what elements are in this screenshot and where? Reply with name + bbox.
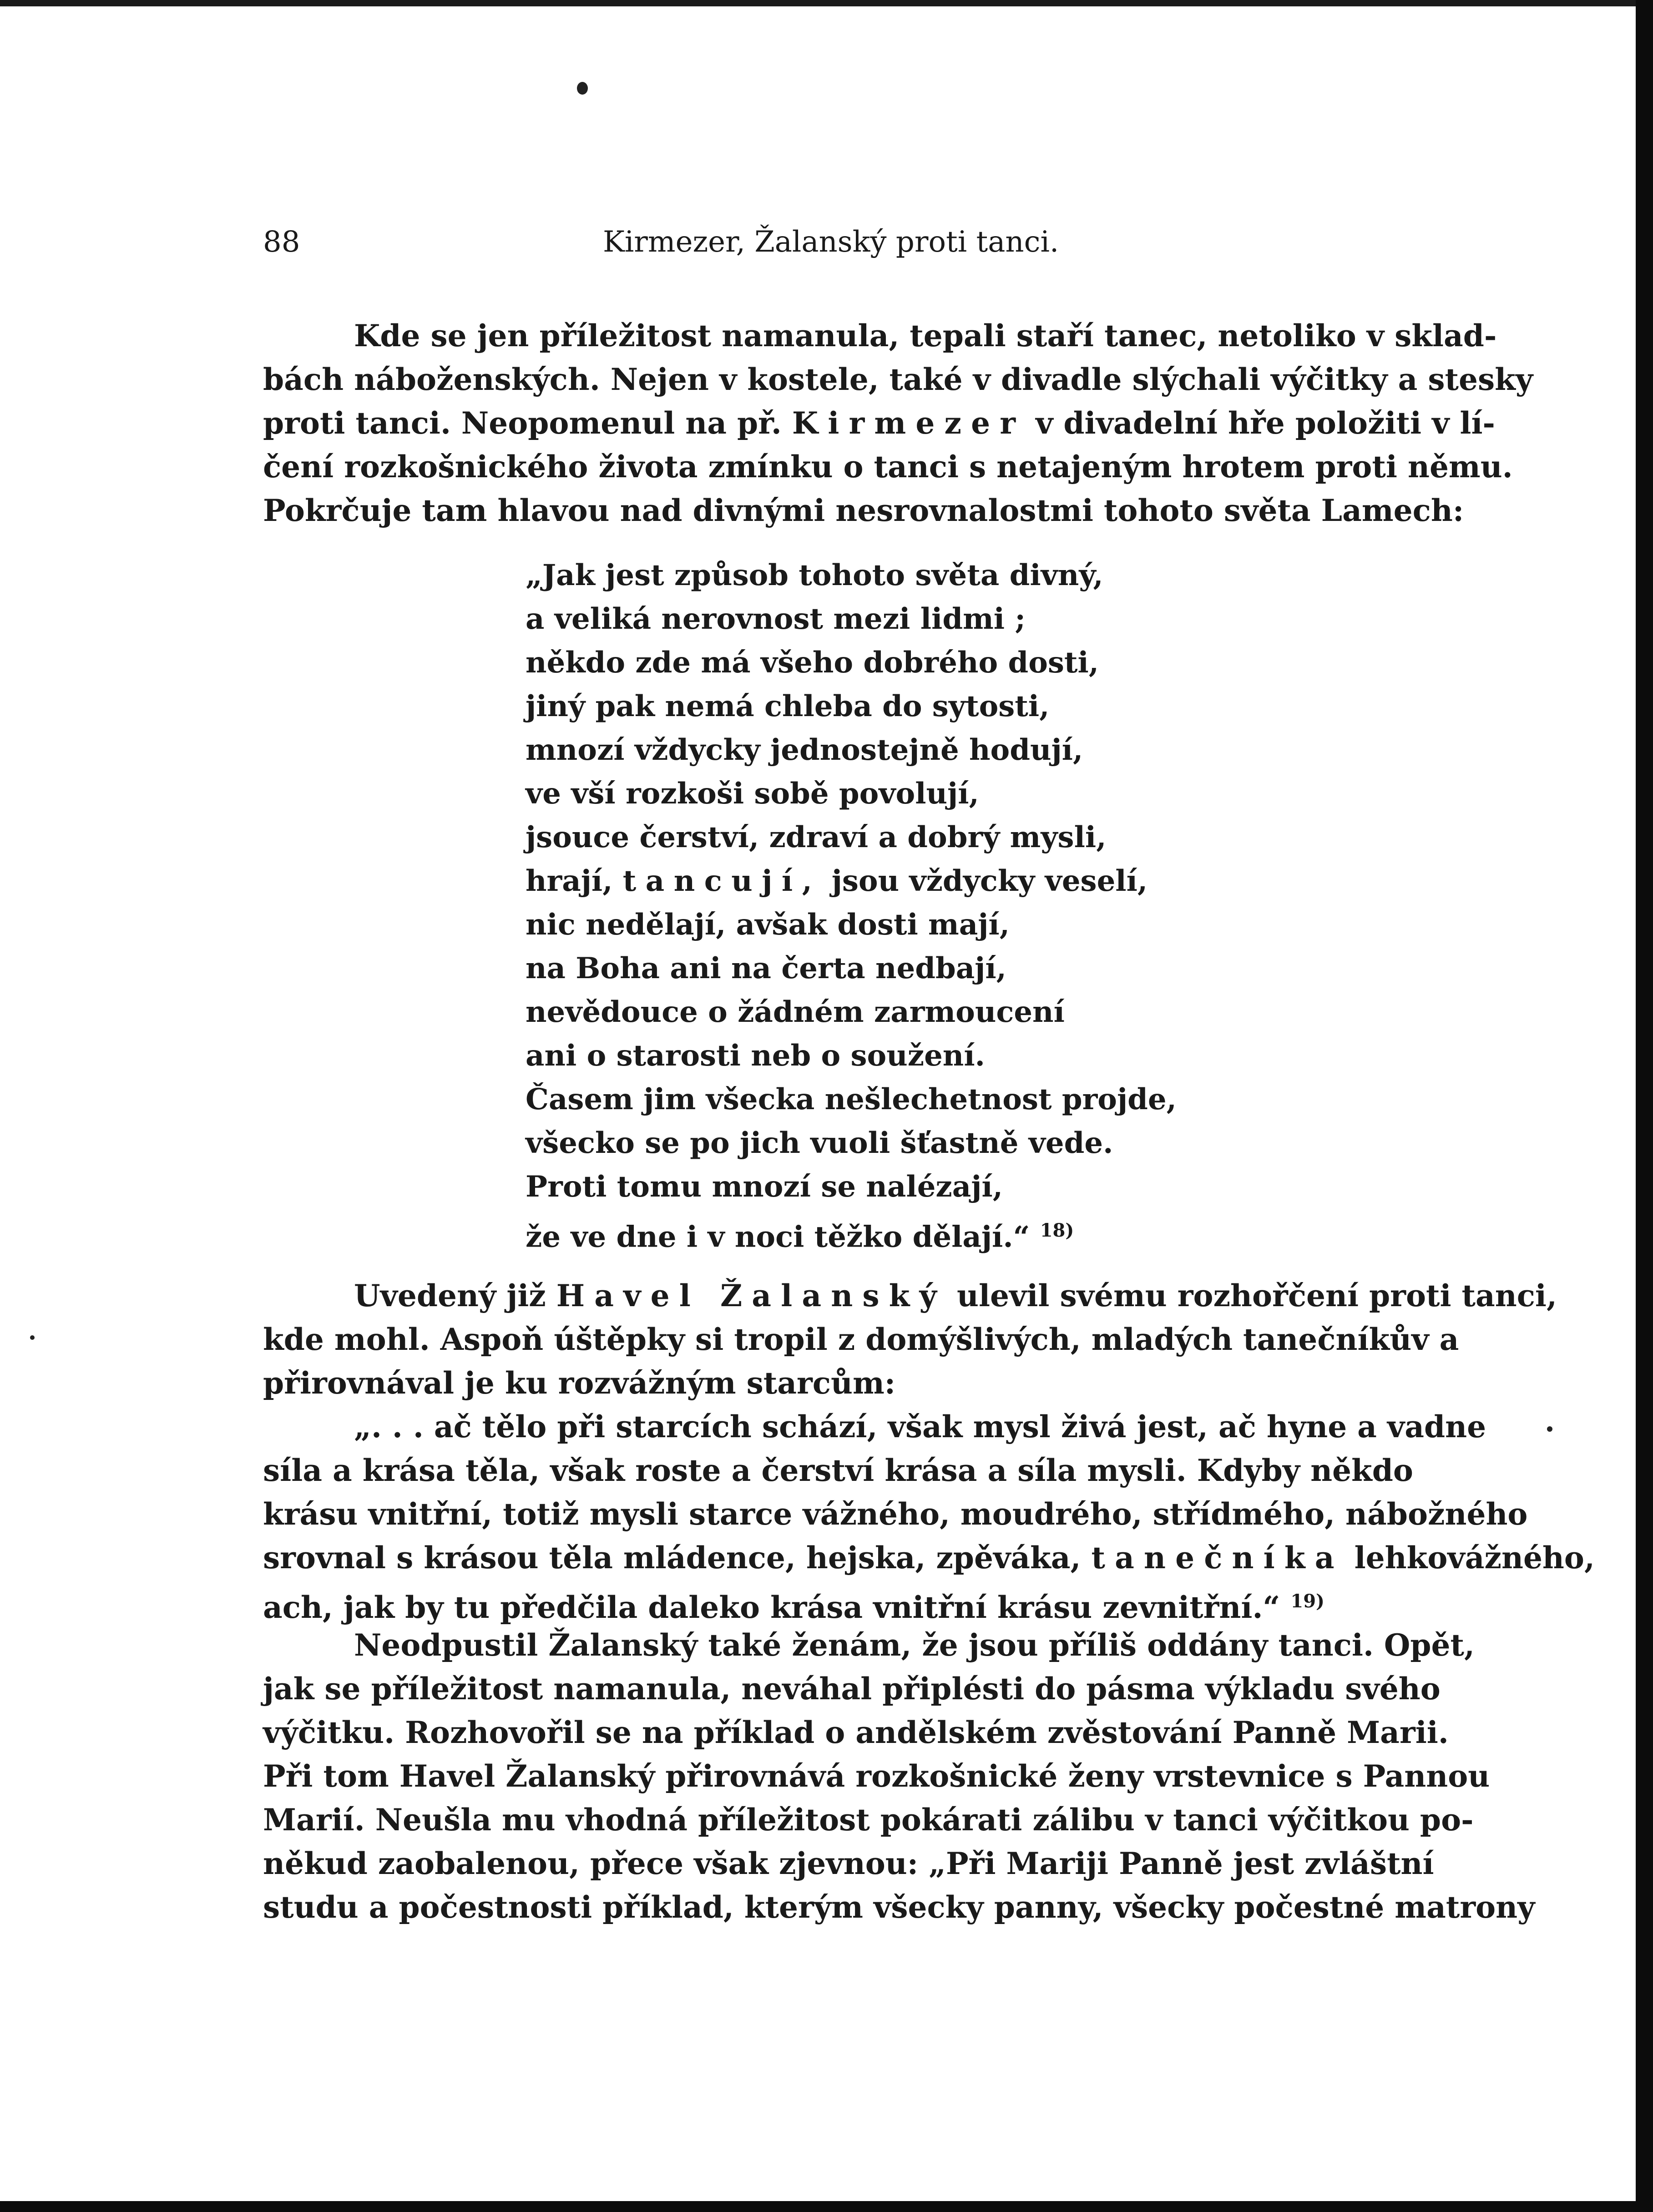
verse-line: někdo zde má všeho dobrého dosti, [526, 646, 1099, 680]
text-line: jak se příležitost namanula, neváhal připlésti do pásma výkladu svého [263, 1671, 1441, 1707]
text-span: lehkovážného, [1354, 1540, 1595, 1576]
author-name-spaced: Kirmezer [792, 405, 1026, 441]
text-span: proti tanci. Neopomenul na př. [263, 405, 782, 441]
scan-bottom-border [0, 2201, 1653, 2212]
scan-right-border [1636, 0, 1653, 2212]
text-line: Kde se jen příležitost namanula, tepali staří tanec, netoliko v sklad- [354, 318, 1497, 354]
text-line: Marií. Neušla mu vhodná příležitost pokárati zálibu v tanci výčitkou po- [263, 1802, 1474, 1838]
text-span: jsou vždycky veselí, [831, 864, 1148, 898]
verse-line: ani o starosti neb o soužení. [526, 1039, 985, 1073]
text-span: srovnal s krásou těla mládence, hejska, zpěváka, [263, 1540, 1081, 1576]
text-span: ach, jak by tu předčila daleko krása vnitřní krásu zevnitřní.“ [263, 1590, 1280, 1625]
verse-line: nevědouce o žádném zarmoucení [526, 995, 1065, 1029]
text-line: výčitku. Rozhovořil se na příklad o andělském zvěstování Panně Marii. [263, 1715, 1449, 1750]
verse-line: „Jak jest způsob tohoto světa divný, [526, 558, 1103, 592]
author-name-spaced: Havel Žalanský [556, 1278, 946, 1313]
scan-speck [1547, 1426, 1552, 1432]
scan-speck [30, 1335, 35, 1340]
verse-line: a veliká nerovnost mezi lidmi ; [526, 602, 1026, 636]
text-span: Uvedený již [354, 1278, 546, 1313]
text-line: bách náboženských. Nejen v kostele, také v divadle slýchali výčitky a stesky [263, 362, 1533, 397]
text-line: někud zaobalenou, přece však zjevnou: „Při Mariji Panně jest zvláštní [263, 1846, 1434, 1881]
text-span: že ve dne i v noci těžko dělají.“ [526, 1220, 1030, 1254]
text-line: Při tom Havel Žalanský přirovnává rozkošnické ženy vrstevnice s Pannou [263, 1758, 1490, 1794]
text-line: kde mohl. Aspoň úštěpky si tropil z domýšlivých, mladých tanečníkův a [263, 1322, 1459, 1357]
text-line [263, 1274, 1557, 1318]
emphasis-spaced: tanečníka [1091, 1540, 1344, 1576]
verse-line: mnozí vždycky jednostejně hodují, [526, 733, 1083, 767]
running-title: Kirmezer, Žalanský proti tanci. [603, 225, 1059, 259]
text-span: v divadelní hře položiti v lí- [1036, 405, 1495, 441]
text-line: síla a krása těla, však roste a čerství krása a síla mysli. Kdyby někdo [263, 1453, 1413, 1488]
verse-line: na Boha ani na čerta nedbají, [526, 951, 1006, 985]
verse-line: jiný pak nemá chleba do sytosti, [526, 689, 1050, 723]
verse-line: ve vší rozkoši sobě povolují, [526, 777, 979, 811]
text-line: krásu vnitřní, totiž mysli starce vážného, moudrého, střídmého, nábožného [263, 1496, 1528, 1532]
verse-line: Časem jim všecka nešlechetnost projde, [526, 1082, 1177, 1116]
verse-line [526, 1209, 1074, 1252]
text-line: „. . . ač tělo při starcích schází, však mysl živá jest, ač hyne a vadne [354, 1409, 1486, 1444]
emphasis-spaced: tancují, [622, 864, 822, 898]
scan-speck [577, 82, 588, 95]
verse-line [526, 859, 1147, 903]
text-line: čení rozkošnického života zmínku o tanci s netajeným hrotem proti němu. [263, 449, 1513, 485]
text-line: Pokrčuje tam hlavou nad divnými nesrovnalostmi tohoto světa Lamech: [263, 493, 1464, 528]
text-span: ulevil svému rozhořčení proti tanci, [956, 1278, 1557, 1313]
verse-line: všecko se po jich vuoli šťastně vede. [526, 1126, 1113, 1160]
verse-line: Proti tomu mnozí se nalézají, [526, 1170, 1003, 1204]
verse-line: jsouce čerství, zdraví a dobrý mysli, [526, 820, 1107, 854]
text-line: Neodpustil Žalanský také ženám, že jsou příliš oddány tanci. Opět, [354, 1627, 1475, 1663]
text-line [263, 1536, 1595, 1580]
footnote-ref: 18) [1040, 1220, 1074, 1241]
footnote-ref: 19) [1290, 1591, 1324, 1612]
text-line [263, 401, 1495, 445]
text-line [263, 1580, 1410, 1623]
scan-top-edge [0, 0, 1636, 6]
text-span: hrají, [526, 864, 613, 898]
text-line: studu a počestnosti příklad, kterým všecky panny, všecky počestné matrony [263, 1889, 1535, 1925]
page-number: 88 [263, 225, 300, 259]
text-line: přirovnával je ku rozvážným starcům: [263, 1365, 896, 1401]
verse-line: nic nedělají, avšak dosti mají, [526, 908, 1010, 942]
